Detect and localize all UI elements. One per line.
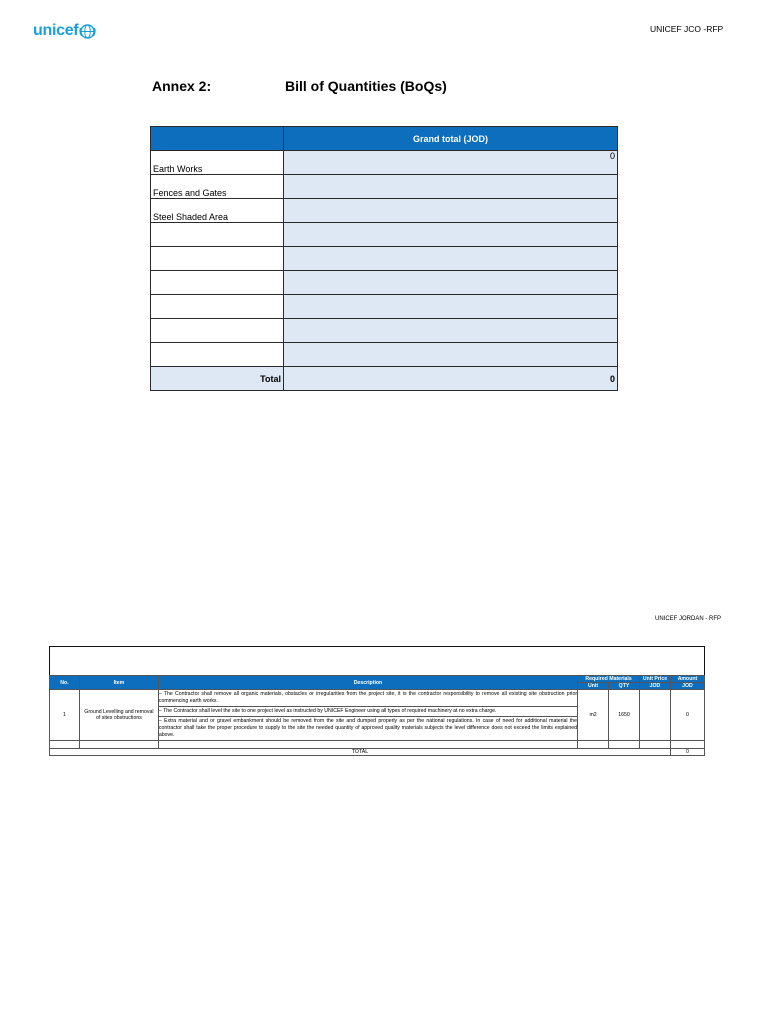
summary-row-value <box>284 175 618 199</box>
boq-item-unit-price <box>640 690 671 741</box>
summary-header-grand-total: Grand total (JOD) <box>284 127 618 151</box>
summary-total-value: 0 <box>284 367 618 391</box>
empty-cell <box>151 319 284 343</box>
summary-total-label: Total <box>151 367 284 391</box>
description-line: – The Contractor shall level the site to one project level as instructed by UNICEF Engineer using all types of required machinery at no extra charge. <box>158 708 497 714</box>
summary-row-label: Fences and Gates <box>151 175 284 199</box>
empty-cell <box>670 741 704 749</box>
annex-label: Annex 2: <box>152 78 212 94</box>
table-row-empty <box>151 247 618 271</box>
summary-total-row <box>151 367 618 391</box>
col-subheader-amount-jod: JOD <box>670 683 704 690</box>
col-header-no: No. <box>50 676 80 690</box>
empty-cell <box>578 741 609 749</box>
table-row-empty <box>151 343 618 367</box>
empty-cell <box>151 247 284 271</box>
empty-cell <box>151 223 284 247</box>
document-header-ref: UNICEF JCO -RFP <box>650 24 724 34</box>
empty-cell <box>151 271 284 295</box>
col-header-unit-price: Unit Price <box>640 676 671 683</box>
table-row-empty <box>151 319 618 343</box>
description-line: – Extra material and or gravel embankment should be removed from the site and dumped properly as per the national regulations. In case of need for additional material the contractor shall take the proper procedure to supply to the site the needed quantity of approved quality materials subjects the level difference does not exceed the limits explained above. <box>158 718 578 738</box>
col-header-required-materials: Required Materials <box>578 676 640 683</box>
globe-icon <box>79 23 96 40</box>
empty-cell <box>158 741 577 749</box>
col-subheader-unit-price-jod: JOD <box>640 683 671 690</box>
boq-total-value: 0 <box>670 749 704 756</box>
empty-cell <box>284 343 618 367</box>
empty-cell <box>284 271 618 295</box>
summary-row-value <box>284 199 618 223</box>
table-row-empty <box>151 223 618 247</box>
boq-total-label: TOTAL <box>50 749 671 756</box>
summary-table <box>150 126 618 391</box>
page-title: Bill of Quantities (BoQs) <box>285 78 447 94</box>
boq-item-name: Ground Levelling and removal of sites obstructions <box>79 690 158 741</box>
description-line: – The Contractor shall remove all organic materials, obstacles or irregularities from the project site, it is the contractor responsibility to remove all existing site obstruction prior commencing earth works. <box>158 691 578 704</box>
summary-header-blank <box>151 127 284 151</box>
summary-row-label: Earth Works <box>151 151 284 175</box>
boq-item-unit: m2 <box>578 690 609 741</box>
table-row-empty <box>151 271 618 295</box>
col-header-description: Description <box>158 676 577 690</box>
table-row <box>50 690 705 741</box>
table-row-empty <box>50 741 705 749</box>
boq-title-box <box>49 646 705 676</box>
empty-cell <box>50 741 80 749</box>
table-row-empty <box>151 295 618 319</box>
empty-cell <box>640 741 671 749</box>
col-header-item: Item <box>79 676 158 690</box>
table-row <box>151 175 618 199</box>
boq-item-amount: 0 <box>670 690 704 741</box>
empty-cell <box>79 741 158 749</box>
col-subheader-unit: Unit <box>578 683 609 690</box>
summary-header-row <box>151 127 618 151</box>
empty-cell <box>284 319 618 343</box>
col-subheader-qty: QTY <box>609 683 640 690</box>
boq-total-row <box>50 749 705 756</box>
boq-item-no: 1 <box>50 690 80 741</box>
table-row <box>151 151 618 175</box>
summary-row-label: Steel Shaded Area <box>151 199 284 223</box>
col-header-amount: Amount <box>670 676 704 683</box>
empty-cell <box>284 223 618 247</box>
empty-cell <box>284 247 618 271</box>
boq-item-qty: 1650 <box>609 690 640 741</box>
boq-page-header: UNICEF JORDAN - RFP <box>655 616 721 622</box>
empty-cell <box>151 295 284 319</box>
boq-header-row <box>50 676 705 683</box>
boq-table <box>49 675 705 756</box>
empty-cell <box>284 295 618 319</box>
boq-item-description <box>158 690 577 741</box>
summary-row-value: 0 <box>284 151 618 175</box>
empty-cell <box>151 343 284 367</box>
empty-cell <box>609 741 640 749</box>
logo-text: unicef <box>33 22 79 39</box>
unicef-logo <box>33 22 96 40</box>
table-row <box>151 199 618 223</box>
